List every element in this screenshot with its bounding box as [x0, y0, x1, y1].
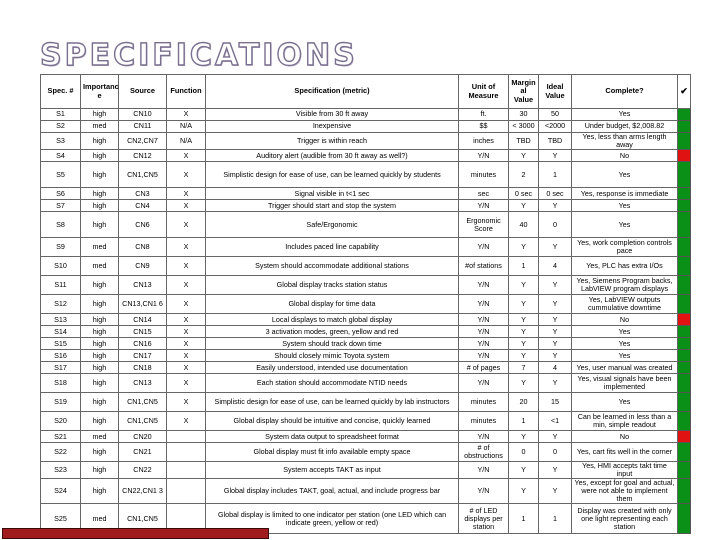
cell-function: X	[167, 109, 206, 121]
cell-complete: Yes	[572, 338, 678, 350]
cell-marginal-value: Y	[509, 431, 539, 443]
cell-importance: high	[81, 162, 119, 188]
cell-marginal-value: < 3000	[509, 121, 539, 133]
header-row	[41, 75, 691, 109]
table-row	[41, 443, 691, 462]
status-marker	[678, 150, 691, 162]
cell-spec-no: S13	[41, 314, 81, 326]
status-marker	[678, 188, 691, 200]
header-specification: Specification (metric)	[206, 75, 459, 109]
table-row	[41, 412, 691, 431]
cell-specification: Global display tracks station status	[206, 276, 459, 295]
cell-spec-no: S9	[41, 238, 81, 257]
cell-ideal-value: Y	[539, 326, 572, 338]
cell-importance: med	[81, 238, 119, 257]
table-row	[41, 431, 691, 443]
cell-complete: Yes, Siemens Program backs, LabVIEW program displays	[572, 276, 678, 295]
cell-ideal-value: Y	[539, 314, 572, 326]
cell-function	[167, 443, 206, 462]
cell-complete: Yes	[572, 393, 678, 412]
cell-importance: high	[81, 200, 119, 212]
cell-ideal-value: 1	[539, 504, 572, 534]
cell-specification: Simplistic design for ease of use, can be learned quickly by students	[206, 162, 459, 188]
cell-function	[167, 479, 206, 504]
cell-source: CN10	[119, 109, 167, 121]
cell-unit: Ergonomic Score	[459, 212, 509, 238]
specifications-table-body	[41, 109, 691, 534]
cell-complete: No	[572, 431, 678, 443]
cell-ideal-value: <1	[539, 412, 572, 431]
status-marker	[678, 200, 691, 212]
cell-ideal-value: Y	[539, 276, 572, 295]
cell-spec-no: S18	[41, 374, 81, 393]
cell-ideal-value: 1	[539, 162, 572, 188]
cell-spec-no: S19	[41, 393, 81, 412]
cell-source: CN13	[119, 276, 167, 295]
cell-marginal-value: Y	[509, 200, 539, 212]
cell-function: X	[167, 150, 206, 162]
cell-function: X	[167, 338, 206, 350]
cell-specification: Auditory alert (audible from 30 ft away as well?)	[206, 150, 459, 162]
cell-unit: # of LED displays per station	[459, 504, 509, 534]
cell-source: CN8	[119, 238, 167, 257]
table-row	[41, 295, 691, 314]
cell-specification: Each station should accommodate NTID needs	[206, 374, 459, 393]
cell-unit: Y/N	[459, 374, 509, 393]
cell-ideal-value: Y	[539, 431, 572, 443]
check-icon: ✔	[678, 75, 691, 109]
cell-complete: Yes, work completion controls pace	[572, 238, 678, 257]
cell-spec-no: S25	[41, 504, 81, 534]
cell-unit: ft.	[459, 109, 509, 121]
cell-marginal-value: Y	[509, 326, 539, 338]
cell-unit: sec	[459, 188, 509, 200]
table-row	[41, 362, 691, 374]
cell-ideal-value: Y	[539, 200, 572, 212]
table-row	[41, 238, 691, 257]
cell-specification: Safe/Ergonomic	[206, 212, 459, 238]
cell-complete: Yes, except for goal and actual, were not able to implement them	[572, 479, 678, 504]
cell-marginal-value: TBD	[509, 133, 539, 150]
status-marker	[678, 133, 691, 150]
cell-specification: Global display for time data	[206, 295, 459, 314]
cell-specification: System accepts TAKT as input	[206, 462, 459, 479]
cell-function: X	[167, 362, 206, 374]
specifications-table-container	[40, 74, 690, 531]
cell-marginal-value: 2	[509, 162, 539, 188]
cell-spec-no: S5	[41, 162, 81, 188]
cell-ideal-value: Y	[539, 238, 572, 257]
cell-spec-no: S20	[41, 412, 81, 431]
cell-unit: # of obstructions	[459, 443, 509, 462]
cell-importance: med	[81, 121, 119, 133]
cell-unit: Y/N	[459, 276, 509, 295]
cell-source: CN22	[119, 462, 167, 479]
cell-importance: high	[81, 150, 119, 162]
cell-function: N/A	[167, 121, 206, 133]
cell-marginal-value: 7	[509, 362, 539, 374]
cell-specification: Global display is limited to one indicator per station (one LED which can indicate green, yellow or red)	[206, 504, 459, 534]
cell-marginal-value: Y	[509, 276, 539, 295]
status-marker	[678, 295, 691, 314]
cell-importance: high	[81, 109, 119, 121]
status-marker	[678, 314, 691, 326]
cell-ideal-value: 4	[539, 257, 572, 276]
cell-source: CN13	[119, 374, 167, 393]
cell-function: X	[167, 393, 206, 412]
cell-marginal-value: Y	[509, 462, 539, 479]
header-spec-no: Spec. #	[41, 75, 81, 109]
cell-ideal-value: TBD	[539, 133, 572, 150]
cell-function: X	[167, 314, 206, 326]
cell-unit: inches	[459, 133, 509, 150]
cell-complete: Can be learned in less than a min, simple readout	[572, 412, 678, 431]
cell-marginal-value: Y	[509, 238, 539, 257]
cell-unit: Y/N	[459, 462, 509, 479]
cell-source: CN4	[119, 200, 167, 212]
cell-function: N/A	[167, 133, 206, 150]
table-row	[41, 121, 691, 133]
cell-marginal-value: Y	[509, 350, 539, 362]
cell-unit: Y/N	[459, 326, 509, 338]
cell-unit: #of stations	[459, 257, 509, 276]
page-title: SPECIFICATIONS	[40, 38, 358, 73]
cell-specification: Simplistic design for ease of use, can be learned quickly by lab instructors	[206, 393, 459, 412]
cell-source: CN13,CN1 6	[119, 295, 167, 314]
cell-ideal-value: Y	[539, 150, 572, 162]
status-marker	[678, 443, 691, 462]
cell-spec-no: S3	[41, 133, 81, 150]
cell-source: CN1,CN5	[119, 504, 167, 534]
cell-function: X	[167, 295, 206, 314]
table-row	[41, 276, 691, 295]
cell-function	[167, 431, 206, 443]
cell-unit: $$	[459, 121, 509, 133]
cell-unit: Y/N	[459, 479, 509, 504]
cell-marginal-value: Y	[509, 150, 539, 162]
status-marker	[678, 393, 691, 412]
cell-ideal-value: 0 sec	[539, 188, 572, 200]
table-row	[41, 314, 691, 326]
cell-complete: Yes, user manual was created	[572, 362, 678, 374]
cell-complete: Yes, response is immediate	[572, 188, 678, 200]
cell-spec-no: S4	[41, 150, 81, 162]
table-row	[41, 188, 691, 200]
status-marker	[678, 504, 691, 534]
cell-source: CN11	[119, 121, 167, 133]
cell-source: CN12	[119, 150, 167, 162]
cell-unit: Y/N	[459, 238, 509, 257]
cell-importance: high	[81, 276, 119, 295]
cell-importance: high	[81, 188, 119, 200]
cell-marginal-value: Y	[509, 338, 539, 350]
cell-complete: Under budget, $2,008.82	[572, 121, 678, 133]
table-row	[41, 462, 691, 479]
cell-function: X	[167, 212, 206, 238]
cell-spec-no: S7	[41, 200, 81, 212]
cell-specification: Trigger should start and stop the system	[206, 200, 459, 212]
cell-marginal-value: Y	[509, 479, 539, 504]
cell-marginal-value: 20	[509, 393, 539, 412]
cell-importance: high	[81, 412, 119, 431]
cell-specification: Trigger is within reach	[206, 133, 459, 150]
cell-specification: Visible from 30 ft away	[206, 109, 459, 121]
cell-complete: Yes	[572, 109, 678, 121]
cell-source: CN2,CN7	[119, 133, 167, 150]
status-marker	[678, 462, 691, 479]
cell-complete: Yes, PLC has extra I/Os	[572, 257, 678, 276]
cell-marginal-value: 30	[509, 109, 539, 121]
cell-spec-no: S16	[41, 350, 81, 362]
status-marker	[678, 276, 691, 295]
cell-importance: high	[81, 374, 119, 393]
header-source: Source	[119, 75, 167, 109]
cell-function: X	[167, 162, 206, 188]
cell-ideal-value: Y	[539, 374, 572, 393]
status-marker	[678, 431, 691, 443]
cell-marginal-value: Y	[509, 374, 539, 393]
cell-importance: high	[81, 314, 119, 326]
cell-marginal-value: 40	[509, 212, 539, 238]
cell-spec-no: S8	[41, 212, 81, 238]
cell-ideal-value: 15	[539, 393, 572, 412]
cell-complete: Yes, LabVIEW outputs cummulative downtime	[572, 295, 678, 314]
cell-complete: Yes	[572, 350, 678, 362]
status-marker	[678, 350, 691, 362]
cell-importance: high	[81, 338, 119, 350]
status-marker	[678, 412, 691, 431]
cell-source: CN14	[119, 314, 167, 326]
status-marker	[678, 338, 691, 350]
status-marker	[678, 257, 691, 276]
cell-source: CN21	[119, 443, 167, 462]
cell-source: CN3	[119, 188, 167, 200]
cell-source: CN1,CN5	[119, 412, 167, 431]
cell-ideal-value: Y	[539, 295, 572, 314]
cell-importance: high	[81, 212, 119, 238]
cell-complete: Yes, visual signals have been implemented	[572, 374, 678, 393]
status-marker	[678, 121, 691, 133]
cell-source: CN9	[119, 257, 167, 276]
cell-specification: Local displays to match global display	[206, 314, 459, 326]
cell-importance: med	[81, 504, 119, 534]
table-row	[41, 338, 691, 350]
cell-marginal-value: 0	[509, 443, 539, 462]
cell-source: CN6	[119, 212, 167, 238]
cell-specification: Global display should be intuitive and concise, quickly learned	[206, 412, 459, 431]
cell-marginal-value: Y	[509, 314, 539, 326]
table-row	[41, 212, 691, 238]
cell-importance: med	[81, 257, 119, 276]
cell-specification: System should accommodate additional stations	[206, 257, 459, 276]
status-marker	[678, 109, 691, 121]
cell-complete: Yes, less than arms length away	[572, 133, 678, 150]
table-row	[41, 257, 691, 276]
cell-unit: Y/N	[459, 431, 509, 443]
table-row	[41, 350, 691, 362]
cell-function: X	[167, 374, 206, 393]
table-row	[41, 133, 691, 150]
cell-ideal-value: 0	[539, 443, 572, 462]
cell-complete: Yes, cart fits well in the corner	[572, 443, 678, 462]
cell-source: CN15	[119, 326, 167, 338]
cell-spec-no: S24	[41, 479, 81, 504]
table-row	[41, 162, 691, 188]
cell-importance: high	[81, 295, 119, 314]
cell-complete: Yes	[572, 162, 678, 188]
cell-ideal-value: Y	[539, 462, 572, 479]
cell-specification: Signal visible in t<1 sec	[206, 188, 459, 200]
status-marker	[678, 212, 691, 238]
cell-importance: high	[81, 393, 119, 412]
cell-unit: # of pages	[459, 362, 509, 374]
cell-function: X	[167, 257, 206, 276]
cell-ideal-value: Y	[539, 479, 572, 504]
cell-importance: high	[81, 462, 119, 479]
specifications-table	[40, 74, 691, 534]
cell-function: X	[167, 326, 206, 338]
cell-unit: minutes	[459, 393, 509, 412]
cell-complete: No	[572, 314, 678, 326]
cell-complete: Yes	[572, 200, 678, 212]
cell-spec-no: S1	[41, 109, 81, 121]
cell-complete: No	[572, 150, 678, 162]
cell-marginal-value: 1	[509, 257, 539, 276]
cell-source: CN20	[119, 431, 167, 443]
status-marker	[678, 326, 691, 338]
cell-spec-no: S15	[41, 338, 81, 350]
cell-specification: System data output to spreadsheet format	[206, 431, 459, 443]
cell-function	[167, 462, 206, 479]
cell-ideal-value: 4	[539, 362, 572, 374]
cell-function: X	[167, 188, 206, 200]
table-row	[41, 326, 691, 338]
cell-importance: high	[81, 350, 119, 362]
cell-specification: Includes paced line capability	[206, 238, 459, 257]
cell-importance: high	[81, 443, 119, 462]
cell-function: X	[167, 200, 206, 212]
cell-specification: Easily understood, intended use documentation	[206, 362, 459, 374]
cell-specification: System should track down time	[206, 338, 459, 350]
cell-specification: Should closely mimic Toyota system	[206, 350, 459, 362]
header-function: Function	[167, 75, 206, 109]
table-row	[41, 200, 691, 212]
cell-spec-no: S2	[41, 121, 81, 133]
cell-complete: Yes	[572, 212, 678, 238]
header-importance: Importanc e	[81, 75, 119, 109]
cell-spec-no: S10	[41, 257, 81, 276]
cell-unit: Y/N	[459, 314, 509, 326]
cell-source: CN1,CN5	[119, 393, 167, 412]
cell-spec-no: S21	[41, 431, 81, 443]
cell-unit: minutes	[459, 412, 509, 431]
cell-spec-no: S23	[41, 462, 81, 479]
status-marker	[678, 162, 691, 188]
cell-importance: high	[81, 326, 119, 338]
header-complete: Complete?	[572, 75, 678, 109]
cell-importance: med	[81, 431, 119, 443]
cell-spec-no: S22	[41, 443, 81, 462]
cell-ideal-value: 50	[539, 109, 572, 121]
cell-spec-no: S14	[41, 326, 81, 338]
cell-unit: Y/N	[459, 338, 509, 350]
status-marker	[678, 374, 691, 393]
cell-marginal-value: 1	[509, 412, 539, 431]
cell-source: CN17	[119, 350, 167, 362]
cell-source: CN22,CN1 3	[119, 479, 167, 504]
cell-importance: high	[81, 362, 119, 374]
cell-source: CN18	[119, 362, 167, 374]
table-row	[41, 479, 691, 504]
cell-ideal-value: Y	[539, 350, 572, 362]
cell-complete: Yes, HMI accepts takt time input	[572, 462, 678, 479]
cell-unit: Y/N	[459, 150, 509, 162]
cell-marginal-value: 0 sec	[509, 188, 539, 200]
cell-unit: Y/N	[459, 295, 509, 314]
cell-complete: Display was created with only one light representing each station	[572, 504, 678, 534]
cell-source: CN1,CN5	[119, 162, 167, 188]
header-unit: Unit of Measure	[459, 75, 509, 109]
cell-function: X	[167, 412, 206, 431]
cell-unit: Y/N	[459, 350, 509, 362]
cell-specification: 3 activation modes, green, yellow and red	[206, 326, 459, 338]
cell-specification: Global display includes TAKT, goal, actual, and include progress bar	[206, 479, 459, 504]
cell-spec-no: S12	[41, 295, 81, 314]
cell-specification: Inexpensive	[206, 121, 459, 133]
slide-footer-bar	[2, 528, 269, 539]
cell-marginal-value: Y	[509, 295, 539, 314]
cell-unit: minutes	[459, 162, 509, 188]
table-row	[41, 374, 691, 393]
header-marginal-value: Margin al Value	[509, 75, 539, 109]
table-row	[41, 393, 691, 412]
cell-spec-no: S11	[41, 276, 81, 295]
cell-importance: high	[81, 133, 119, 150]
cell-function: X	[167, 276, 206, 295]
cell-importance: high	[81, 479, 119, 504]
cell-ideal-value: Y	[539, 338, 572, 350]
cell-spec-no: S17	[41, 362, 81, 374]
cell-ideal-value: 0	[539, 212, 572, 238]
cell-marginal-value: 1	[509, 504, 539, 534]
table-row	[41, 150, 691, 162]
cell-function: X	[167, 350, 206, 362]
cell-spec-no: S6	[41, 188, 81, 200]
cell-specification: Global display must fit info available empty space	[206, 443, 459, 462]
cell-ideal-value: <2000	[539, 121, 572, 133]
status-marker	[678, 238, 691, 257]
status-marker	[678, 362, 691, 374]
status-marker	[678, 479, 691, 504]
cell-unit: Y/N	[459, 200, 509, 212]
cell-complete: Yes	[572, 326, 678, 338]
header-ideal-value: Ideal Value	[539, 75, 572, 109]
table-row	[41, 109, 691, 121]
cell-function: X	[167, 238, 206, 257]
cell-source: CN16	[119, 338, 167, 350]
